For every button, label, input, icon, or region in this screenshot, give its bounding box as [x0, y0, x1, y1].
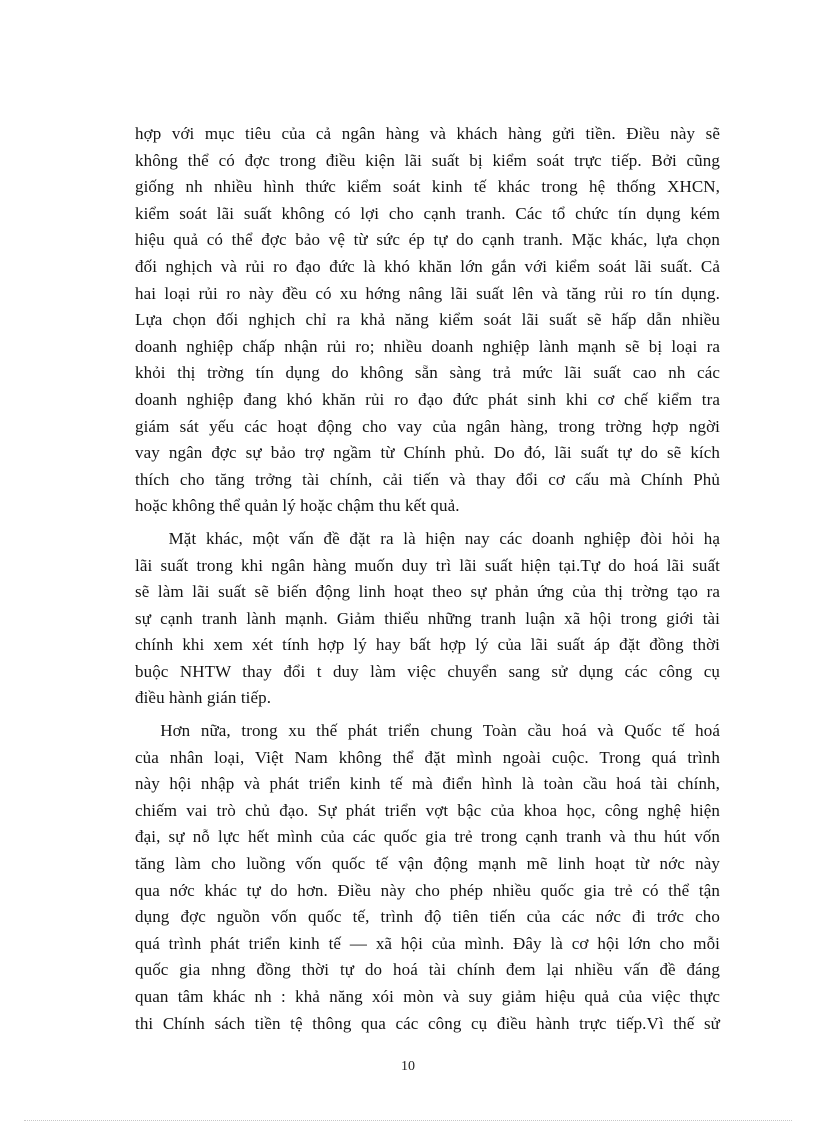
text-line: điều hành gián tiếp. — [135, 688, 272, 708]
page-number: 10 — [401, 1059, 415, 1074]
text-line: này hội nhập và phát triển kinh tế mà điển hình là toàn cầu hoá tài chính, — [135, 774, 720, 794]
text-line: doanh nghiệp đang khó khăn rủi ro đạo đức phát sinh khi cơ chế kiểm tra — [135, 389, 720, 409]
paragraph — [135, 718, 720, 1037]
text-line: qua nớc khác tự do hơn. Điều này cho phép nhiều quốc gia trẻ có thể tận — [135, 880, 720, 900]
text-line: tăng làm cho luồng vốn quốc tế vận động mạnh mẽ linh hoạt từ nớc này — [135, 854, 720, 874]
text-line: giống nh nhiều hình thức kiểm soát kinh tế khác trong hệ thống XHCN, — [135, 177, 720, 197]
text-line: hiệu quả có thể đợc bảo vệ từ sức ép tự do cạnh tranh. Mặc khác, lựa chọn — [135, 230, 720, 250]
text-line: vay ngân đợc sự bảo trợ ngầm từ Chính phủ. Do đó, lãi suất tự do sẽ kích — [135, 443, 720, 463]
text-line: đại, sự nỗ lực hết mình của các quốc gia trẻ trong cạnh tranh và thu hút vốn — [135, 827, 720, 847]
text-line: không thể có đợc trong điều kiện lãi suất bị kiểm soát trực tiếp. Bởi cũng — [135, 150, 720, 170]
text-line: Mặt khác, một vấn đề đặt ra là hiện nay các doanh nghiệp đòi hỏi hạ — [168, 528, 720, 548]
text-line: Hơn nữa, trong xu thế phát triển chung Toàn cầu hoá và Quốc tế hoá — [160, 721, 720, 741]
text-line: khỏi thị trờng tín dụng do không sẵn sàng trả mức lãi suất cao nh các — [135, 363, 720, 383]
text-line: hợp với mục tiêu của cả ngân hàng và khách hàng gửi tiền. Điều này sẽ — [135, 124, 720, 143]
text-line: hai loại rủi ro này đều có xu hớng nâng lãi suất lên và tăng rủi ro tín dụng. — [135, 283, 720, 303]
document-body — [135, 121, 720, 1037]
paragraph — [135, 121, 720, 520]
paragraph — [135, 526, 720, 712]
text-line: của nhân loại, Việt Nam không thể đặt mình ngoài cuộc. Trong quá trình — [135, 747, 720, 767]
page-bottom-divider — [24, 1120, 792, 1121]
text-line: lãi suất trong khi ngân hàng muốn duy trì lãi suất hiện tại.Tự do hoá lãi suất — [135, 555, 720, 575]
text-line: quá trình phát triển kinh tế — xã hội của mình. Đây là cơ hội lớn cho mỗi — [135, 933, 720, 953]
text-line: quan tâm khác nh : khả năng xói mòn và suy giảm hiệu quả của việc thực — [135, 987, 720, 1006]
text-line: thích cho tăng trởng tài chính, cải tiến và thay đổi cơ cấu mà Chính Phủ — [135, 469, 720, 489]
text-line: buộc NHTW thay đổi t duy làm việc chuyển sang sử dụng các công cụ — [135, 661, 720, 681]
text-line: chiếm vai trò chủ đạo. Sự phát triển vợt bậc của khoa học, công nghệ hiện — [135, 800, 720, 820]
text-line: doanh nghiệp chấp nhận rủi ro; nhiều doanh nghiệp lành mạnh sẽ bị loại ra — [135, 336, 720, 356]
text-line: hoặc không thể quản lý hoặc chậm thu kết quả. — [135, 496, 460, 516]
text-line: thi Chính sách tiền tệ thông qua các công cụ điều hành trực tiếp.Vì thế sử — [135, 1013, 720, 1033]
text-line: Lựa chọn đối nghịch chỉ ra khả năng kiểm soát lãi suất sẽ hấp dẫn nhiều — [135, 310, 720, 330]
text-line: kiểm soát lãi suất không có lợi cho cạnh tranh. Các tổ chức tín dụng kém — [135, 203, 720, 223]
text-line: quốc gia nhng đồng thời tự do hoá tài chính đem lại nhiều vấn đề đáng — [135, 960, 720, 980]
text-line: sự cạnh tranh lành mạnh. Giảm thiểu những tranh luận xã hội trong giới tài — [135, 608, 720, 628]
text-line: đối nghịch và rủi ro đạo đức là khó khăn lớn gắn với kiểm soát lãi suất. Cả — [135, 256, 720, 276]
text-line: sẽ làm lãi suất sẽ biến động linh hoạt theo sự phản ứng của thị trờng tạo ra — [135, 582, 720, 602]
text-line: giám sát yếu các hoạt động cho vay của ngân hàng, trong trờng hợp ngời — [135, 416, 720, 436]
text-line: chính khi xem xét tính hợp lý hay bất hợp lý của lãi suất áp đặt đồng thời — [135, 635, 720, 655]
text-line: dụng đợc nguồn vốn quốc tế, trình độ tiên tiến của các nớc đi trớc cho — [135, 907, 720, 927]
